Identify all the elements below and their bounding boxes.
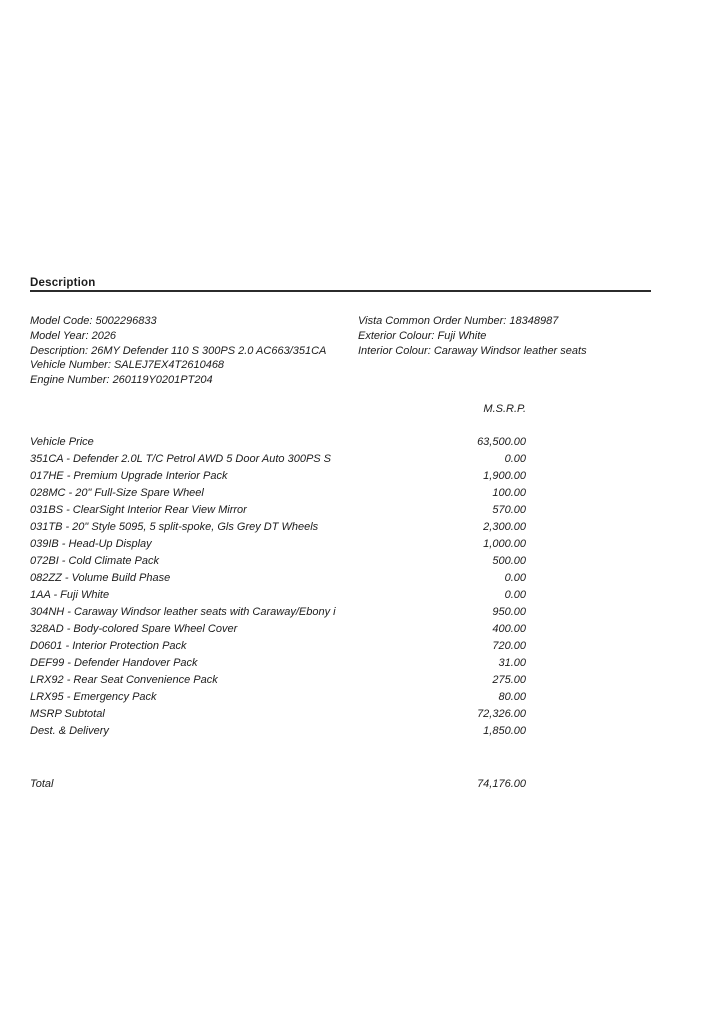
- info-line-interior-colour: [358, 344, 587, 359]
- line-item-label: 1AA - Fuji White: [30, 588, 110, 601]
- line-item-row: [30, 485, 526, 502]
- line-item-price: 400.00: [492, 623, 526, 636]
- line-item-row: [30, 570, 526, 587]
- line-item-row: [30, 672, 526, 689]
- line-item-row: [30, 655, 526, 672]
- info-label: Model Code:: [30, 315, 93, 327]
- info-value: 5002296833: [95, 315, 157, 327]
- info-label: Vehicle Number:: [30, 359, 111, 372]
- line-item-row-dest-delivery: [30, 723, 526, 740]
- line-item-row: [30, 519, 526, 536]
- info-line-engine-number: [30, 373, 326, 388]
- line-item-price: 72,326.00: [477, 708, 526, 721]
- line-item-label: 017HE - Premium Upgrade Interior Pack: [30, 469, 228, 482]
- line-item-label: 328AD - Body-colored Spare Wheel Cover: [30, 623, 238, 636]
- line-item-label: LRX95 - Emergency Pack: [30, 691, 157, 704]
- line-item-label: D0601 - Interior Protection Pack: [30, 640, 187, 653]
- info-line-exterior-colour: [358, 329, 587, 344]
- total-price: 74,176.00: [477, 778, 526, 790]
- line-item-price: 570.00: [492, 503, 526, 516]
- info-value: 26MY Defender 110 S 300PS 2.0 AC663/351CA: [91, 344, 327, 357]
- line-item-price: 1,850.00: [483, 725, 526, 738]
- line-item-row-msrp-subtotal: [30, 706, 526, 723]
- line-item-label: Dest. & Delivery: [30, 725, 109, 738]
- info-label: Exterior Colour:: [358, 329, 435, 342]
- info-line-model-code: [30, 314, 326, 329]
- line-item-row: [30, 502, 526, 519]
- line-item-label: LRX92 - Rear Seat Convenience Pack: [30, 674, 218, 687]
- line-item-row: [30, 553, 526, 570]
- line-item-price: 2,300.00: [483, 520, 526, 533]
- info-value: 260119Y0201PT204: [112, 374, 213, 387]
- line-item-label: 039IB - Head-Up Display: [30, 537, 152, 550]
- info-label: Interior Colour:: [358, 344, 431, 357]
- total-label: Total: [30, 778, 54, 790]
- info-line-vista-order-number: [358, 314, 587, 329]
- section-title: Description: [30, 277, 96, 289]
- line-item-row: [30, 689, 526, 706]
- line-item-price: 500.00: [492, 554, 526, 567]
- info-line-description: [30, 344, 326, 359]
- line-item-price: 80.00: [498, 691, 526, 704]
- line-item-label: 031TB - 20" Style 5095, 5 split-spoke, Gls Grey DT Wheels: [30, 520, 319, 533]
- line-item-row: [30, 434, 526, 451]
- line-item-label: DEF99 - Defender Handover Pack: [30, 657, 198, 670]
- line-item-label: 072BI - Cold Climate Pack: [30, 554, 159, 567]
- msrp-column-header: M.S.R.P.: [483, 403, 526, 415]
- info-value: SALEJ7EX4T2610468: [113, 359, 225, 372]
- line-item-row: [30, 451, 526, 468]
- line-item-price: 100.00: [492, 486, 526, 499]
- line-item-label: 082ZZ - Volume Build Phase: [30, 571, 171, 584]
- line-item-row: [30, 638, 526, 655]
- info-label: Engine Number:: [30, 374, 110, 387]
- vehicle-info-left-column: [30, 314, 326, 388]
- line-item-row: [30, 587, 526, 604]
- line-item-price: 1,000.00: [483, 537, 526, 550]
- info-label: Vista Common Order Number:: [358, 315, 507, 327]
- line-item-row: [30, 536, 526, 553]
- info-label: Description:: [30, 344, 89, 357]
- line-item-label: Vehicle Price: [30, 435, 94, 448]
- info-line-vehicle-number: [30, 358, 326, 373]
- line-item-price: 720.00: [492, 640, 526, 653]
- line-item-row: [30, 468, 526, 485]
- line-item-label: 028MC - 20" Full-Size Spare Wheel: [30, 486, 204, 499]
- line-item-price: 950.00: [492, 605, 526, 618]
- line-item-row: [30, 621, 526, 638]
- info-value: 18348987: [509, 315, 559, 327]
- line-item-label: MSRP Subtotal: [30, 708, 105, 721]
- pricing-table: [30, 434, 526, 741]
- line-item-price: 275.00: [492, 674, 526, 687]
- line-item-price: 31.00: [498, 657, 526, 670]
- line-item-label: 351CA - Defender 2.0L T/C Petrol AWD 5 Door Auto 300PS S: [30, 452, 332, 465]
- info-value: Fuji White: [437, 329, 487, 342]
- line-item-price: 63,500.00: [477, 435, 526, 448]
- info-value: 2026: [91, 329, 117, 342]
- info-label: Model Year:: [30, 329, 89, 342]
- line-item-price: 0.00: [504, 588, 526, 601]
- line-item-label: 031BS - ClearSight Interior Rear View Mirror: [30, 503, 247, 516]
- total-row: [30, 776, 526, 793]
- vehicle-info-right-column: [358, 314, 587, 358]
- line-item-price: 0.00: [504, 571, 526, 584]
- section-divider: [30, 290, 651, 292]
- line-item-price: 0.00: [504, 452, 526, 465]
- line-item-label: 304NH - Caraway Windsor leather seats with Caraway/Ebony i: [30, 605, 336, 618]
- line-item-row: [30, 604, 526, 621]
- info-value: Caraway Windsor leather seats: [433, 344, 587, 357]
- info-line-model-year: [30, 329, 326, 344]
- line-item-price: 1,900.00: [483, 469, 526, 482]
